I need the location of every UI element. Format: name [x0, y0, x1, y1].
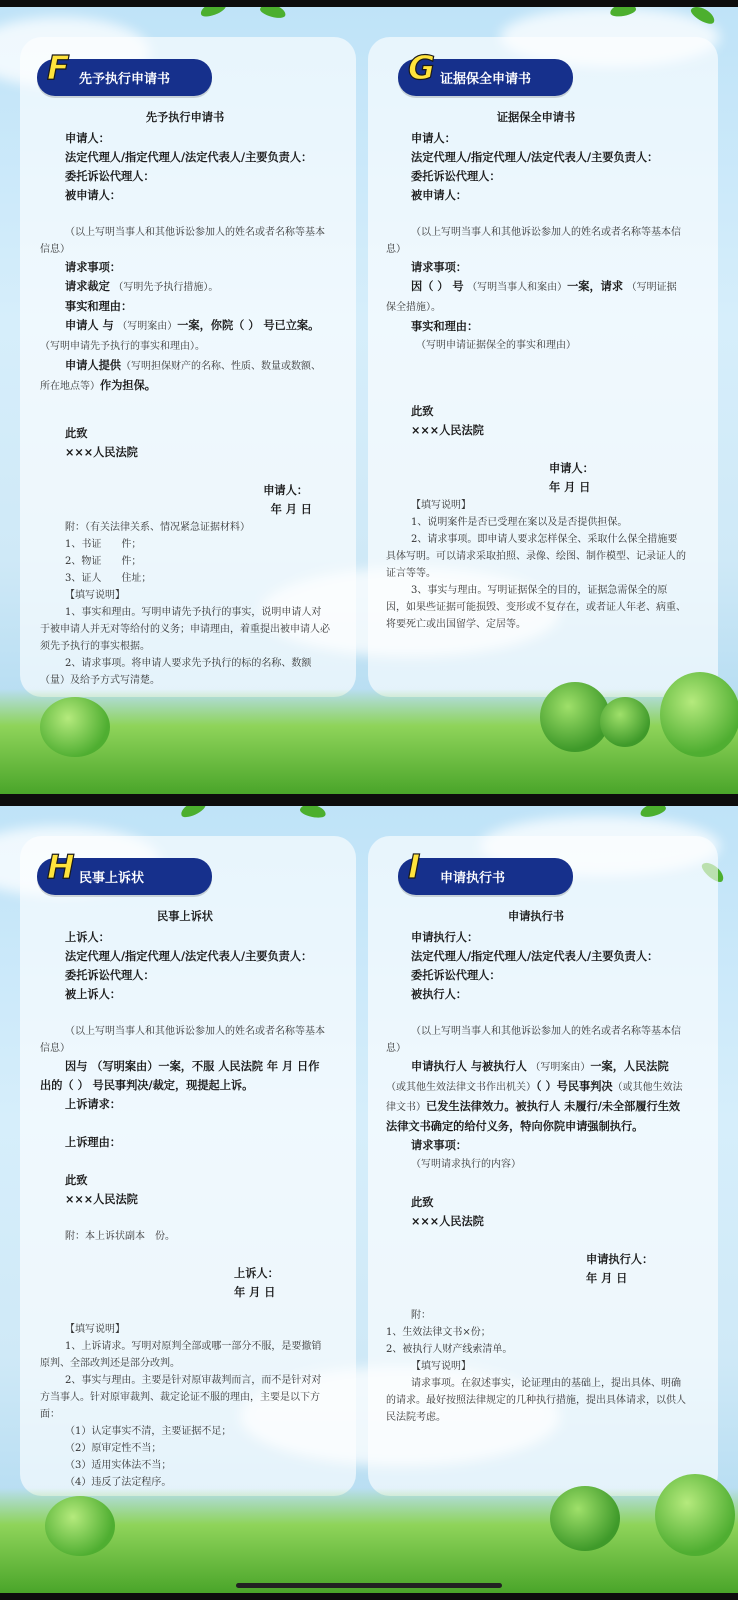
fill-instructions-label: 【填写说明】 [411, 500, 471, 511]
request-label: 请求事项： [411, 1139, 467, 1152]
fill-instruction: 1、说明案件是否已受理在案以及是否提供担保。 [411, 517, 628, 528]
closing: 此致 [65, 427, 88, 440]
fill-instructions-label: 【填写说明】 [65, 590, 125, 601]
page-bottom [0, 806, 738, 1593]
attachment-item: 1、生效法律文书×份； [386, 1327, 491, 1338]
party-note: （以上写明当事人和其他诉讼参加人的姓名或者名称等基本信息） [386, 227, 681, 255]
section-heading-i [398, 847, 573, 895]
document-title: 申请执行书 [508, 910, 564, 923]
court-name: ×××人民法院 [65, 1193, 138, 1206]
field-agent: 法定代理人/指定代理人/法定代表人/主要负责人： [65, 151, 313, 164]
attachment-item: 3、证人 住址； [65, 573, 152, 584]
document-h [40, 907, 330, 1491]
request-text: 因（ ） 号 （写明当事人和案由）一案，请求 （写明证据保全措施）。 [386, 280, 677, 313]
section-letter-badge: I [408, 847, 421, 886]
field-appellant: 上诉人： [65, 931, 110, 944]
closing: 此致 [65, 1174, 88, 1187]
section-letter-badge: H [47, 847, 75, 886]
attachment-item: 2、被执行人财产线索清单。 [386, 1344, 513, 1355]
appeal-request-label: 上诉请求： [65, 1098, 121, 1111]
section-heading-title: 申请执行书 [440, 871, 506, 886]
fill-instruction: 1、上诉请求。写明对原判全部或哪一部分不服，是要撤销原判、全部改判还是部分改判。 [40, 1341, 322, 1369]
document-f [40, 108, 330, 689]
field-respondent: 被申请人： [411, 189, 467, 202]
facts-paragraph-1: 申请人 与 （写明案由）一案，你院（ ） 号已立案。 （写明申请先予执行的事实和理由）。 [40, 319, 320, 352]
section-letter-badge: G [408, 48, 436, 87]
document-title: 先予执行申请书 [145, 111, 225, 124]
date-label: 年 月 日 [549, 481, 591, 494]
home-indicator[interactable] [236, 1583, 502, 1588]
field-entrusted-agent: 委托诉讼代理人： [411, 170, 501, 183]
fill-instruction: 1、事实和理由。写明申请先予执行的事实，说明申请人对于被申请人并无对等给付的义务；申请理由，着重提出被申请人必须先予执行的事实根据。 [40, 607, 330, 652]
attachment-item: 2、物证 件； [65, 556, 142, 567]
facts-label: 事实和理由： [411, 320, 479, 333]
signature-label: 申请执行人： [586, 1253, 654, 1266]
section-heading-h [37, 847, 212, 895]
closing: 此致 [411, 405, 434, 418]
facts-label: 事实和理由： [65, 300, 133, 313]
attachment-label: 附：（有关法律关系、情况紧急证据材料） [65, 522, 250, 533]
appeal-body: 因与 （写明案由）一案，不服 人民法院 年 月 日作出的（ ） 号民事判决/裁定，现提起上诉。 [40, 1060, 320, 1092]
section-heading-title: 民事上诉状 [79, 871, 145, 886]
field-entrusted-agent: 委托诉讼代理人： [65, 969, 155, 982]
fill-instruction: （4）违反了法定程序。 [65, 1477, 172, 1488]
section-letter-badge: F [47, 48, 70, 87]
facts-paragraph-2: 申请人提供（写明担保财产的名称、性质、数量或数额、所在地点等）作为担保。 [40, 359, 321, 392]
field-applicant: 申请人： [65, 132, 110, 145]
closing: 此致 [411, 1196, 434, 1209]
fill-instruction: 2、请求事项。即申请人要求怎样保全、采取什么保全措施要具体写明。可以请求采取拍照、录像、绘图、制作模型、记录证人的证言等等。 [386, 534, 686, 579]
execution-body: 申请执行人 与被执行人 （写明案由）一案，人民法院（或其他生效法律文书作出机关）（ ）号民事判决（或其他生效法律文书）已发生法律效力。被执行人 未履行/未全部履行生效法律文书确定的给付义务，特向你院申请强制执行。 [386, 1060, 683, 1133]
attachment-item: 1、书证 件； [65, 539, 142, 550]
request-label: 请求事项： [411, 261, 467, 274]
attachment-label: 附： [411, 1310, 431, 1321]
field-appellee: 被上诉人： [65, 988, 121, 1001]
field-agent: 法定代理人/指定代理人/法定代表人/主要负责人： [65, 950, 313, 963]
court-name: ×××人民法院 [411, 1215, 484, 1228]
document-title: 民事上诉状 [157, 910, 213, 923]
field-respondent: 被执行人： [411, 988, 467, 1001]
field-respondent: 被申请人： [65, 189, 121, 202]
field-agent: 法定代理人/指定代理人/法定代表人/主要负责人： [411, 950, 659, 963]
fill-instruction: 2、事实与理由。主要是针对原审裁判而言，而不是针对对方当事人。针对原审裁判、裁定论证不服的理由，主要是以下方面： [40, 1375, 322, 1420]
signature-label: 申请人： [549, 462, 594, 475]
field-agent: 法定代理人/指定代理人/法定代表人/主要负责人： [411, 151, 659, 164]
party-note: （以上写明当事人和其他诉讼参加人的姓名或者名称等基本信息） [40, 227, 325, 255]
attachment-label: 附：本上诉状副本 份。 [65, 1231, 175, 1242]
fill-instruction: 请求事项。在叙述事实，论证理由的基础上，提出具体、明确的请求。最好按照法律规定的几种执行措施，提出具体请求，以供人民法院考虑。 [386, 1378, 686, 1423]
fill-instruction: 2、请求事项。将申请人要求先予执行的标的名称、数额（量）及给予方式写清楚。 [40, 658, 312, 686]
section-heading-f [37, 48, 212, 96]
fill-instruction: （3）适用实体法不当； [65, 1460, 172, 1471]
fill-instruction: （1）认定事实不清，主要证据不足； [65, 1426, 232, 1437]
signature-label: 申请人： [263, 484, 308, 497]
section-heading-g [398, 48, 573, 96]
party-note: （以上写明当事人和其他诉讼参加人的姓名或者名称等基本信息） [40, 1026, 325, 1054]
party-note: （以上写明当事人和其他诉讼参加人的姓名或者名称等基本信息） [386, 1026, 681, 1054]
page-top [0, 7, 738, 794]
request-label: 请求事项： [65, 261, 121, 274]
date-label: 年 月 日 [586, 1272, 628, 1285]
grass-decoration [0, 1488, 738, 1593]
fill-instruction: 3、事实与理由。写明证据保全的目的，证据急需保全的原因，如果些证据可能损毁、变形或不复存在，或者证人年老、病重、将要死亡或出国留学、定居等。 [386, 585, 686, 630]
fill-instructions-label: 【填写说明】 [411, 1361, 471, 1372]
appeal-reason-label: 上诉理由： [65, 1136, 121, 1149]
field-entrusted-agent: 委托诉讼代理人： [65, 170, 155, 183]
field-applicant: 申请执行人： [411, 931, 479, 944]
request-text: 请求裁定 （写明先予执行措施）。 [65, 280, 219, 293]
fill-instructions-label: 【填写说明】 [65, 1324, 125, 1335]
date-label: 年 月 日 [234, 1286, 276, 1299]
fill-instruction: （2）原审定性不当； [65, 1443, 162, 1454]
document-i [386, 907, 686, 1426]
field-applicant: 申请人： [411, 132, 456, 145]
section-heading-title: 证据保全申请书 [440, 72, 532, 87]
date-label: 年 月 日 [270, 503, 312, 516]
document-title: 证据保全申请书 [496, 111, 576, 124]
signature-label: 上诉人： [234, 1267, 279, 1280]
document-g [386, 108, 686, 633]
facts-note: （写明申请证据保全的事实和理由） [416, 340, 576, 351]
field-entrusted-agent: 委托诉讼代理人： [411, 969, 501, 982]
section-heading-title: 先予执行申请书 [79, 72, 171, 87]
court-name: ×××人民法院 [65, 446, 138, 459]
court-name: ×××人民法院 [411, 424, 484, 437]
request-note: （写明请求执行的内容） [411, 1159, 521, 1170]
